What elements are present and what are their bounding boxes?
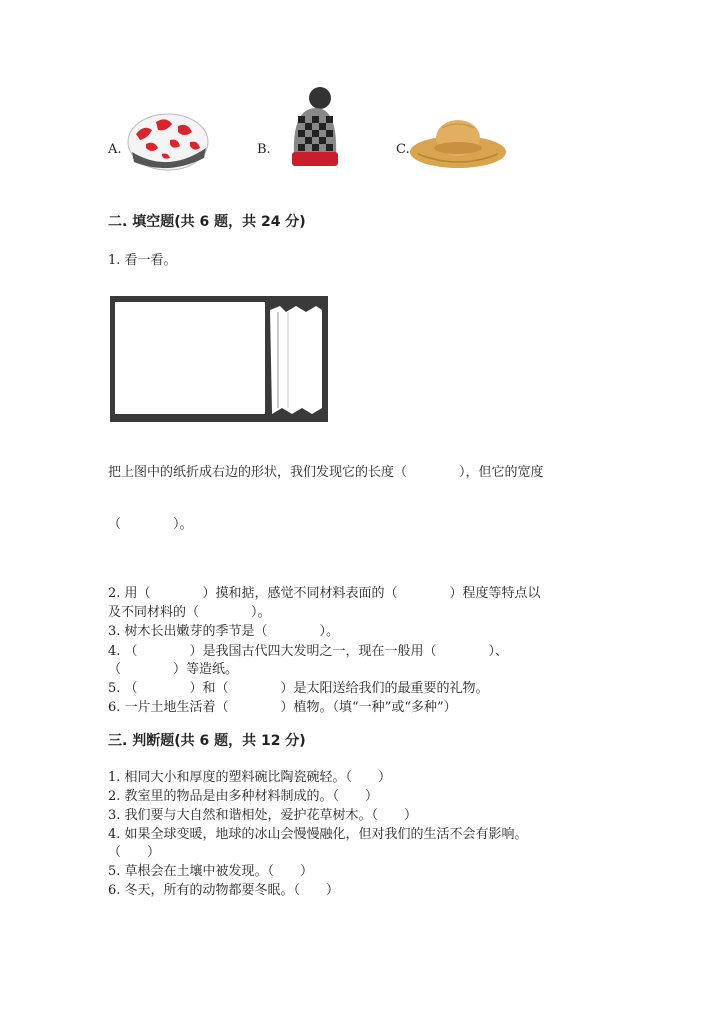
knit-hat-icon	[286, 86, 342, 172]
judge-line: 6. 冬天，所有的动物都要冬眠。（ ）	[108, 883, 340, 898]
judge-line: 4. 如果全球变暖，地球的冰山会慢慢融化，但对我们的生活不会有影响。	[108, 827, 528, 842]
fill-line: 3. 树木长出嫩芽的季节是（ ）。	[108, 624, 340, 639]
fill-line: 6. 一片土地生活着（ ）植物。（填“一种”或“多种”）	[108, 700, 457, 715]
fill-line: （ ）等造纸。	[108, 662, 239, 677]
fill-line: 5. （ ）和（ ）是太阳送给我们的最重要的礼物。	[108, 681, 489, 696]
option-a-label: A.	[108, 142, 122, 157]
section-3-title: 三. 判断题(共 6 题，共 12 分)	[108, 733, 306, 749]
judge-line: （ ）	[108, 845, 161, 860]
judge-line: 5. 草根会在土壤中被发现。（ ）	[108, 864, 314, 879]
question-1-text-line-2: （ ）。	[108, 517, 193, 532]
option-c-label: C.	[396, 142, 410, 157]
judge-line: 3. 我们要与大自然和谐相处，爱护花草树木。（ ）	[108, 808, 418, 823]
question-1-title: 1. 看一看。	[108, 253, 177, 268]
fill-line: 4. （ ）是我国古代四大发明之一，现在一般用（ ）、	[108, 644, 509, 659]
fill-line: 2. 用（ ）摸和掂，感觉不同材料表面的（ ）程度等特点以	[108, 586, 541, 601]
question-1-text-line-1: 把上图中的纸折成右边的形状，我们发现它的长度（ ），但它的宽度	[108, 465, 544, 480]
straw-hat-icon	[408, 114, 508, 170]
option-b-label: B.	[257, 142, 271, 157]
helmet-icon	[126, 104, 210, 174]
paper-fold-figure	[110, 296, 328, 422]
judge-line: 1. 相同大小和厚度的塑料碗比陶瓷碗轻。（ ）	[108, 770, 392, 785]
fill-line: 及不同材料的（ ）。	[108, 605, 271, 620]
section-2-title: 二. 填空题(共 6 题，共 24 分)	[108, 214, 306, 230]
judge-line: 2. 教室里的物品是由多种材料制成的。（ ）	[108, 789, 379, 804]
